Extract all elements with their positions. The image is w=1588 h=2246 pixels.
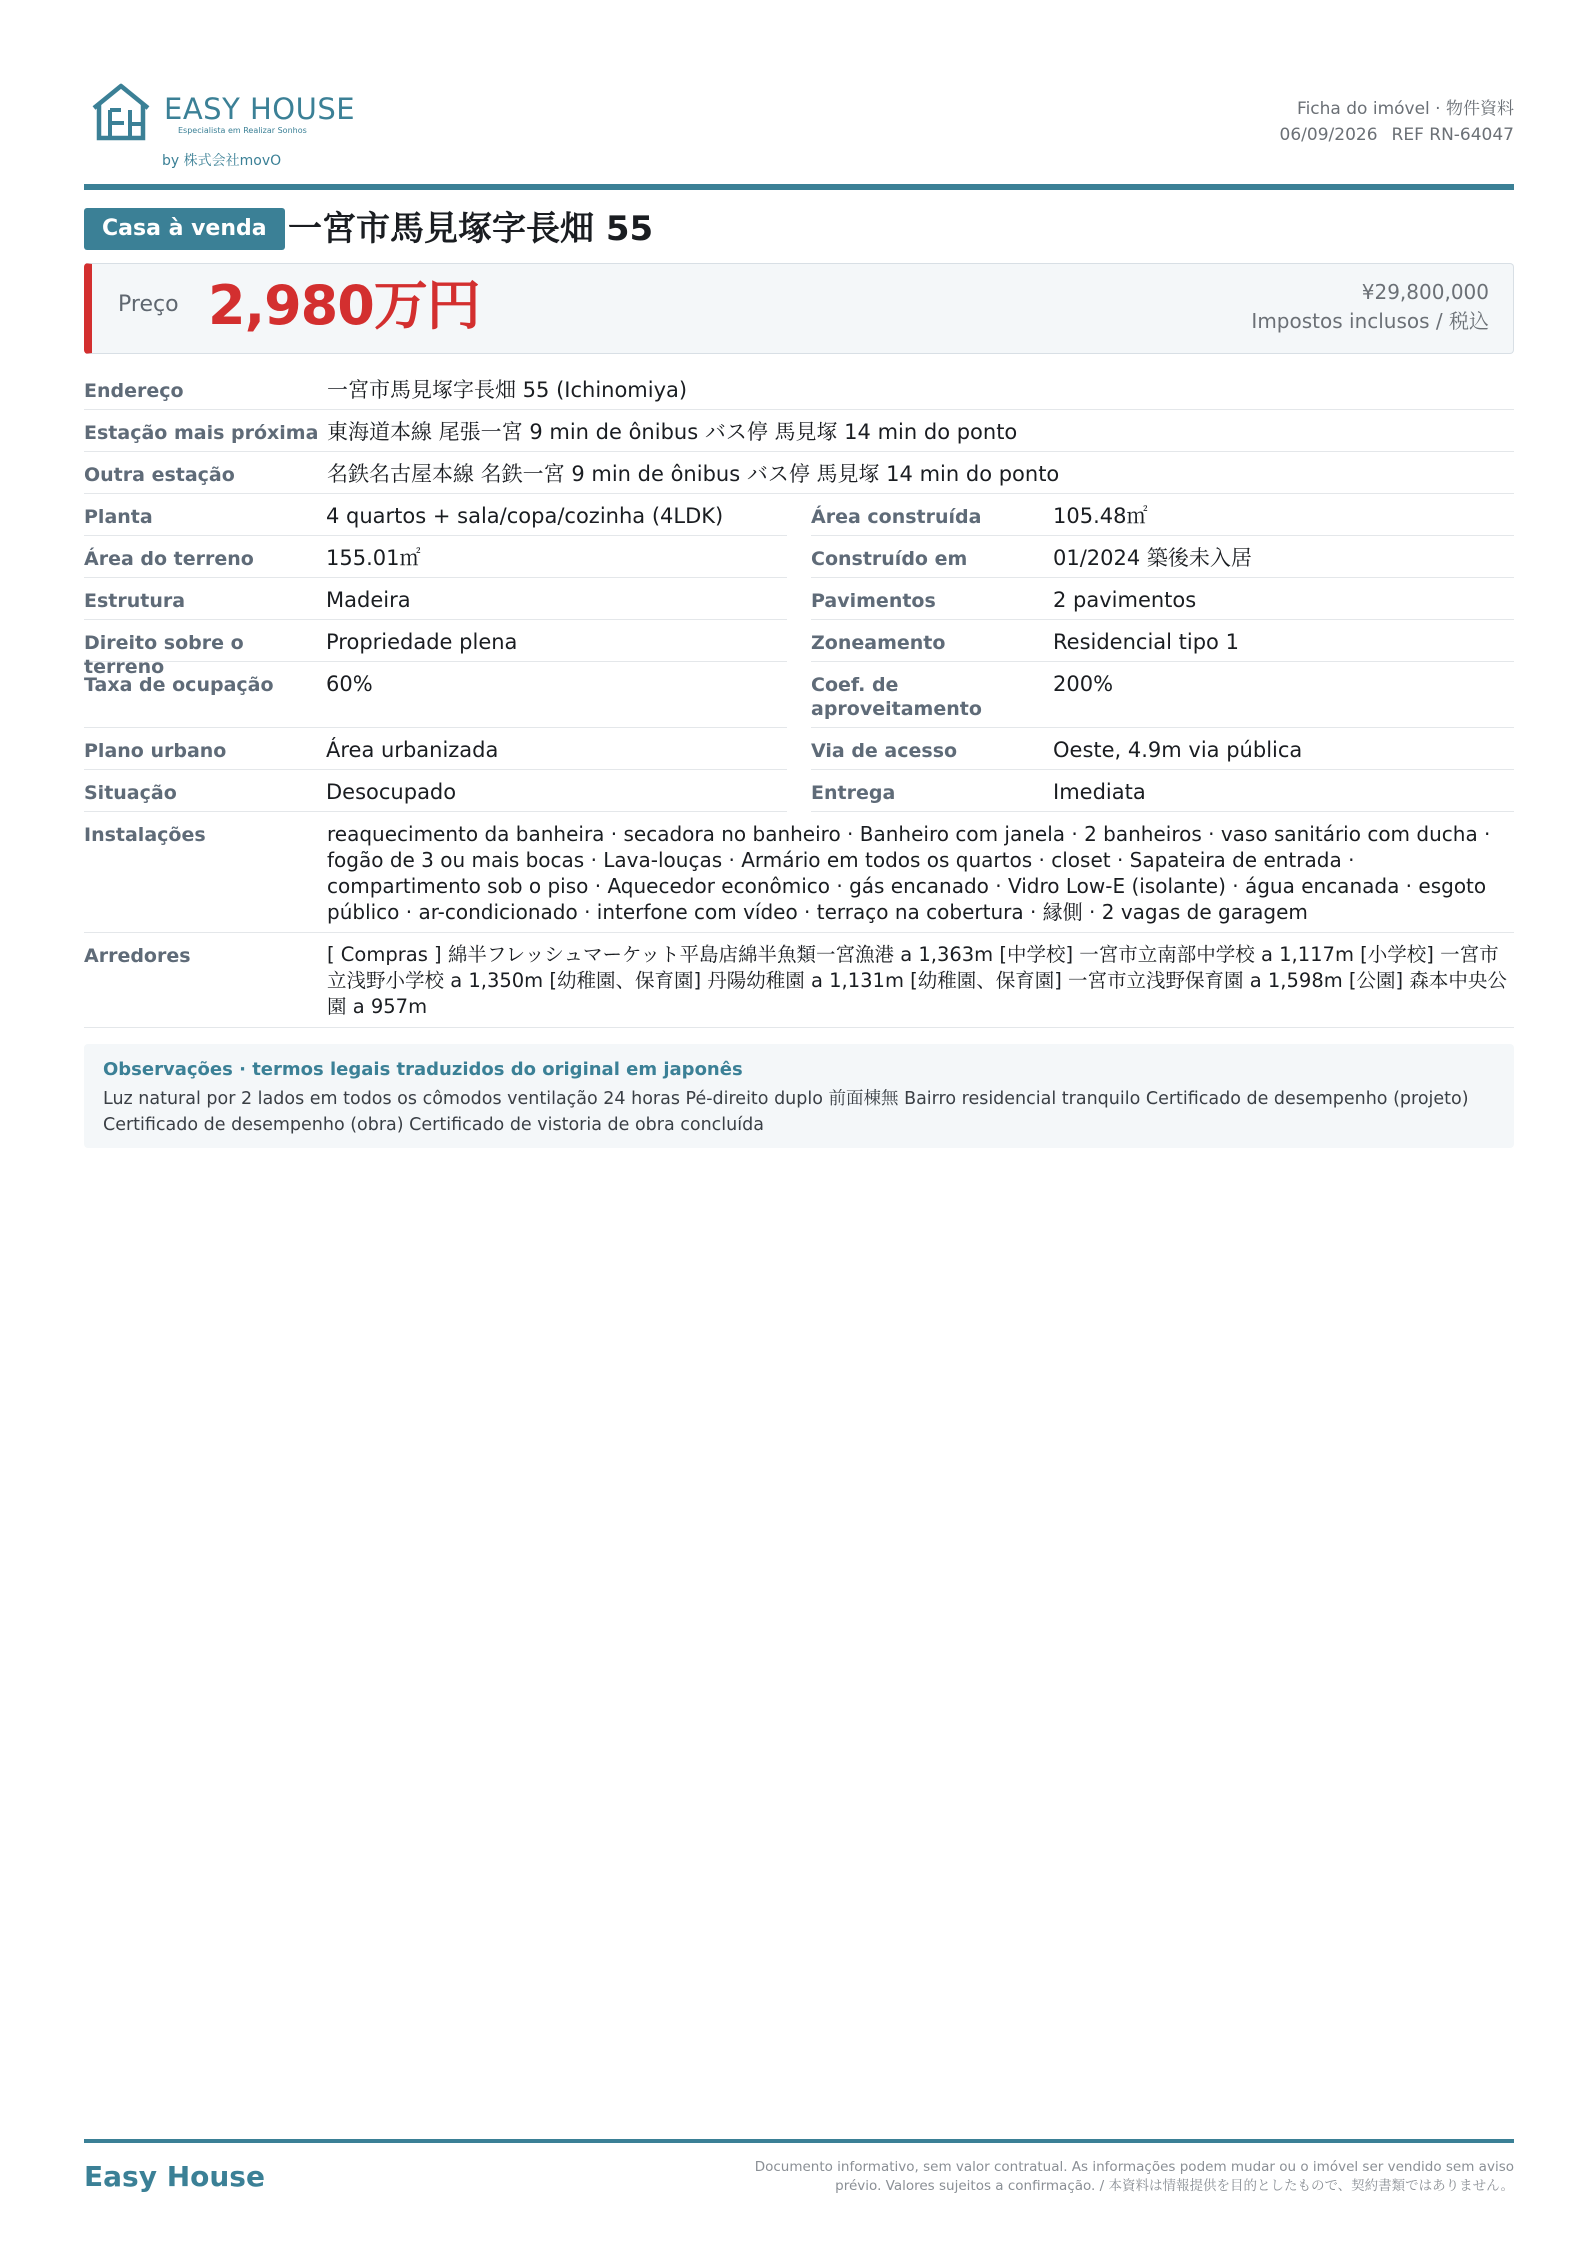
spec-label: Pavimentos [811, 590, 936, 612]
spec-label: Via de acesso [811, 740, 958, 762]
spec-cell [84, 578, 787, 620]
price-box [84, 263, 1514, 354]
spec-value: 155.01㎡ [326, 546, 421, 570]
spec-value: Desocupado [326, 780, 457, 804]
spec-value: [ Compras ] 綿半フレッシュマーケット平島店綿半魚類一宮漁港 a 1,363m [中学校] 一宮市立南部中学校 a 1,117m [小学校] 一宮市立浅野小学校 a 1,350m [幼稚園、保育園] 丹陽幼稚園 a 1,131m [幼稚園、保育園] 一宮市立浅野保育園 a 1,598m [公園] 森本中央公園 a 957m [327, 943, 1507, 1018]
spec-label: Construído em [811, 548, 968, 570]
spec-cell [811, 620, 1514, 662]
spec-value: 01/2024 築後未入居 [1053, 546, 1252, 570]
doc-date: 06/09/2026 [1279, 125, 1378, 145]
notes-box [84, 1044, 1514, 1148]
logo-by: by 株式会社movO [162, 153, 282, 169]
company-logo [90, 80, 356, 180]
spec-cell [84, 620, 787, 678]
spec-cell [811, 662, 1514, 728]
spec-label: Outra estação [84, 464, 235, 486]
spec-label: Área construída [811, 506, 982, 528]
price-yen: ¥29,800,000 [1361, 280, 1489, 304]
spec-cell [84, 662, 787, 728]
spec-row-station [84, 410, 1514, 452]
footer-divider [84, 2139, 1514, 2143]
footer-disclaimer-line-1: Documento informativo, sem valor contratual. As informações podem mudar ou o imóvel ser vendido sem aviso [754, 2159, 1514, 2175]
logo-title: EASY HOUSE [164, 92, 356, 126]
listing-title: 一宮市馬見塚字長畑 55 [288, 209, 654, 249]
spec-pair-row [84, 536, 1514, 578]
spec-cell [84, 536, 787, 578]
spec-row-surroundings [84, 933, 1514, 1028]
spec-cell [84, 728, 787, 770]
document-header [84, 80, 1514, 184]
doc-date-ref [1280, 122, 1514, 148]
footer-disclaimer [614, 2158, 1514, 2196]
spec-value: reaquecimento da banheira · secadora no banheiro · Banheiro com janela · 2 banheiros · vaso sanitário com ducha · fogão de 3 ou mais bocas · Lava-louças · Armário em todos os quartos · closet · Sapateira de entrada · compartimento sob o piso · Aquecedor econômico · gás encanado · Vidro Low-E (isolante) · água encanada · esgoto público · ar-condicionado · interfone com vídeo · terraço na cobertura · 縁側 · 2 vagas de garagem [327, 822, 1491, 924]
spec-value: Área urbanizada [326, 738, 499, 762]
footer-brand: Easy House [84, 2160, 265, 2193]
spec-value: 一宮市馬見塚字長畑 55 (Ichinomiya) [327, 378, 688, 402]
footer-disclaimer-line-2: prévio. Valores sujeitos a confirmação. / 本資料は情報提供を目的としたもので、契約書類ではありません。 [835, 2178, 1514, 2194]
spec-cell [84, 494, 787, 536]
spec-value: Oeste, 4.9m via pública [1053, 738, 1303, 762]
listing-title-row [84, 208, 1514, 252]
spec-label: Área do terreno [84, 548, 254, 570]
price-tax-note: Impostos inclusos / 税込 [1251, 309, 1489, 333]
house-logo-icon [90, 82, 152, 142]
spec-pair-row [84, 770, 1514, 812]
spec-value: Propriedade plena [326, 630, 518, 654]
spec-pair-row [84, 620, 1514, 678]
spec-value: 4 quartos + sala/copa/cozinha (4LDK) [326, 504, 724, 528]
price-value: 2,980万円 [208, 274, 480, 337]
spec-label: Planta [84, 506, 153, 528]
notes-text: Luz natural por 2 lados em todos os cômodos ventilação 24 horas Pé-direito duplo 前面棟無 Bairro residencial tranquilo Certificado de desempenho (projeto) Certificado de desempenho (obra) Certificado de vistoria de obra concluída [103, 1089, 1469, 1135]
spec-value: 2 pavimentos [1053, 588, 1197, 612]
spec-label: Estrutura [84, 590, 186, 612]
spec-cell [811, 494, 1514, 536]
price-label: Preço [118, 292, 179, 317]
spec-cell [811, 578, 1514, 620]
spec-cell [811, 536, 1514, 578]
spec-pair-row [84, 662, 1514, 728]
doc-type: Ficha do imóvel · 物件資料 [1297, 99, 1514, 119]
spec-value: Residencial tipo 1 [1053, 630, 1239, 654]
notes-title: Observações · termos legais traduzidos do original em japonês [103, 1059, 743, 1080]
listing-type-badge: Casa à venda [84, 208, 285, 250]
doc-ref: REF RN-64047 [1391, 125, 1514, 145]
spec-pair-row [84, 578, 1514, 620]
spec-value: 60% [326, 672, 373, 696]
price-details [1251, 278, 1489, 336]
spec-pair-row [84, 494, 1514, 536]
spec-value: 名鉄名古屋本線 名鉄一宮 9 min de ônibus バス停 馬見塚 14 min do ponto [327, 462, 1060, 486]
spec-value: Madeira [326, 588, 411, 612]
spec-label: Taxa de ocupação [84, 674, 274, 696]
spec-label: Zoneamento [811, 632, 946, 654]
header-divider [84, 184, 1514, 190]
spec-table [84, 368, 1514, 1028]
spec-label: Plano urbano [84, 740, 227, 762]
spec-pair-row [84, 728, 1514, 770]
spec-value: 東海道本線 尾張一宮 9 min de ônibus バス停 馬見塚 14 min do ponto [327, 420, 1018, 444]
spec-label: Direito sobre o terreno [84, 632, 244, 678]
spec-cell [811, 728, 1514, 770]
spec-row-address [84, 368, 1514, 410]
spec-row-facilities [84, 812, 1514, 933]
spec-label: Endereço [84, 380, 184, 402]
spec-label: Instalações [84, 824, 206, 846]
document-meta [1280, 96, 1514, 148]
spec-label: Situação [84, 782, 177, 804]
spec-label: Coef. de aproveitamento [811, 674, 982, 720]
spec-value: 105.48㎡ [1053, 504, 1148, 528]
spec-label: Entrega [811, 782, 896, 804]
logo-tagline: Especialista em Realizar Sonhos [178, 126, 307, 135]
spec-value: Imediata [1053, 780, 1146, 804]
spec-label: Estação mais próxima [84, 422, 319, 444]
spec-label: Arredores [84, 945, 191, 967]
spec-row-other-station [84, 452, 1514, 494]
spec-value: 200% [1053, 672, 1114, 696]
spec-cell [811, 770, 1514, 812]
spec-cell [84, 770, 787, 812]
